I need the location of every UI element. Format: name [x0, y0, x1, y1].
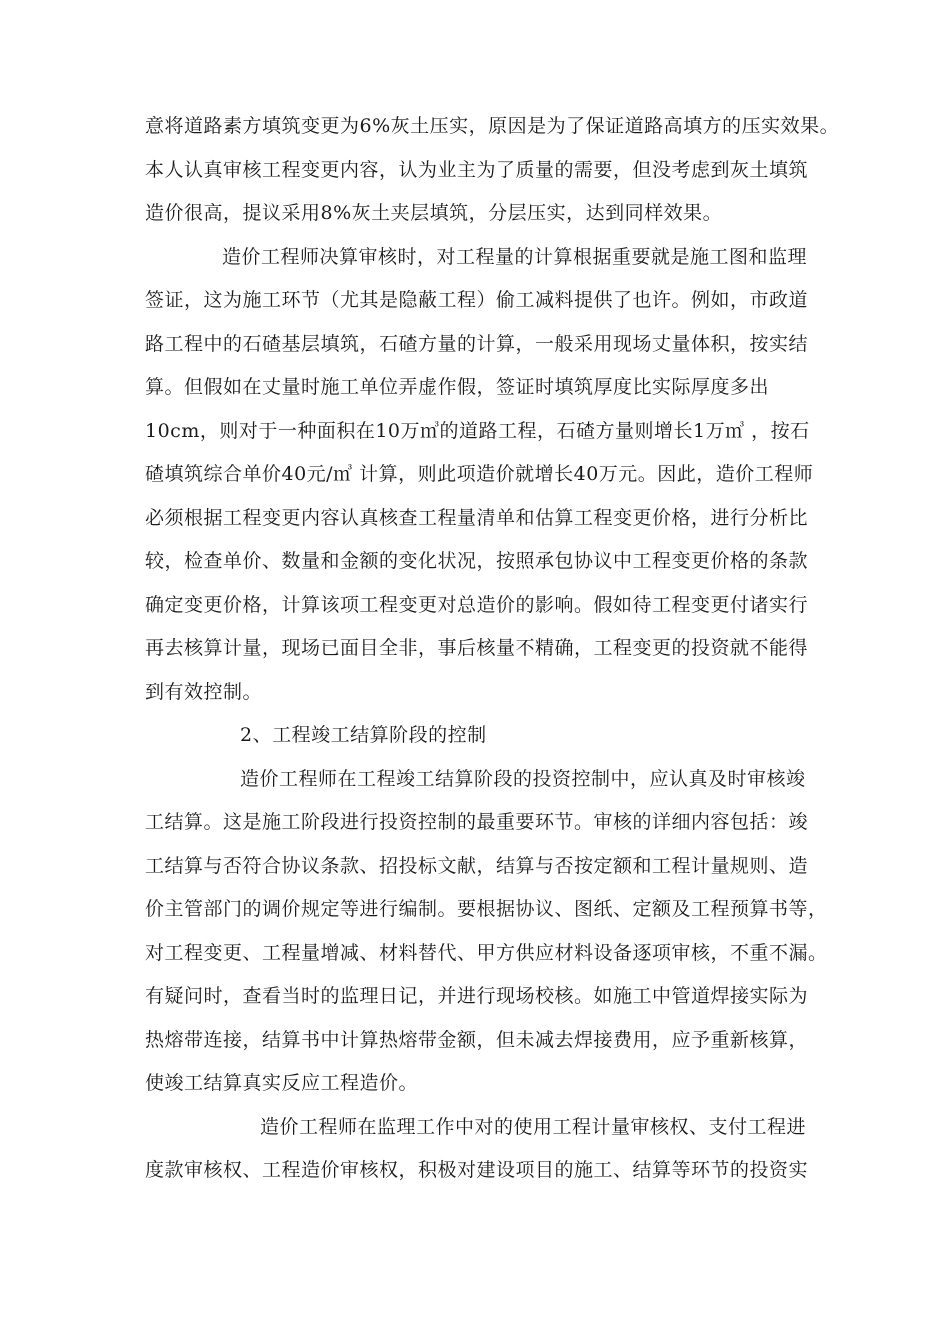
text-line: 工结算与否符合协议条款、招投标文献，结算与否按定额和工程计量规则、造 [145, 855, 809, 877]
text-line: 10cm，则对于一种面积在10万㎥的道路工程，石碴方量则增长1万㎥ ，按石 [145, 420, 810, 442]
text-line: 必须根据工程变更内容认真核查工程量清单和估算工程变更价格，进行分析比 [145, 507, 809, 529]
text-line: 造价很高，提议采用8%灰土夹层填筑，分层压实，达到同样效果。 [145, 202, 723, 224]
text-line: 碴填筑综合单价40元/㎥ 计算，则此项造价就增长40万元。因此，造价工程师 [145, 463, 814, 485]
text-line: 造价工程师在监理工作中对的使用工程计量审核权、支付工程进 [260, 1116, 807, 1138]
section-heading: 2、工程竣工结算阶段的控制 [240, 724, 487, 746]
text-line: 有疑问时，查看当时的监理日记，并进行现场校核。如施工中管道焊接实际为 [145, 985, 809, 1007]
text-line: 热熔带连接，结算书中计算热熔带金额，但未减去焊接费用，应予重新核算， [145, 1029, 809, 1051]
text-line: 工结算。这是施工阶段进行投资控制的最重要环节。审核的详细内容包括：竣 [145, 811, 809, 833]
text-line: 再去核算计量，现场已面目全非，事后核量不精确，工程变更的投资就不能得 [145, 637, 809, 659]
text-line: 本人认真审核工程变更内容，认为业主为了质量的需要，但没考虑到灰土填筑 [145, 159, 809, 181]
text-line: 对工程变更、工程量增减、材料替代、甲方供应材料设备逐项审核，不重不漏。 [145, 942, 828, 964]
text-line: 签证，这为施工环节（尤其是隐蔽工程）偷工减料提供了也许。例如，市政道 [145, 289, 809, 311]
text-line: 使竣工结算真实反应工程造价。 [145, 1072, 419, 1094]
text-line: 意将道路素方填筑变更为6%灰土压实，原因是为了保证道路高填方的压实效果。 [145, 115, 840, 137]
text-line: 价主管部门的调价规定等进行编制。要根据协议、图纸、定额及工程预算书等， [145, 898, 828, 920]
text-line: 较，检查单价、数量和金额的变化状况，按照承包协议中工程变更价格的条款 [145, 550, 809, 572]
text-line: 路工程中的石碴基层填筑，石碴方量的计算，一般采用现场丈量体积，按实结 [145, 333, 809, 355]
text-line: 造价工程师决算审核时，对工程量的计算根据重要就是施工图和监理 [222, 246, 808, 268]
text-line: 算。但假如在丈量时施工单位弄虚作假，签证时填筑厚度比实际厚度多出 [145, 376, 770, 398]
text-line: 造价工程师在工程竣工结算阶段的投资控制中，应认真及时审核竣 [240, 768, 806, 790]
text-line: 到有效控制。 [145, 681, 263, 703]
text-line: 确定变更价格，计算该项工程变更对总造价的影响。假如待工程变更付诸实行 [145, 594, 809, 616]
text-line: 度款审核权、工程造价审核权，积极对建设项目的施工、结算等环节的投资实 [145, 1159, 809, 1181]
